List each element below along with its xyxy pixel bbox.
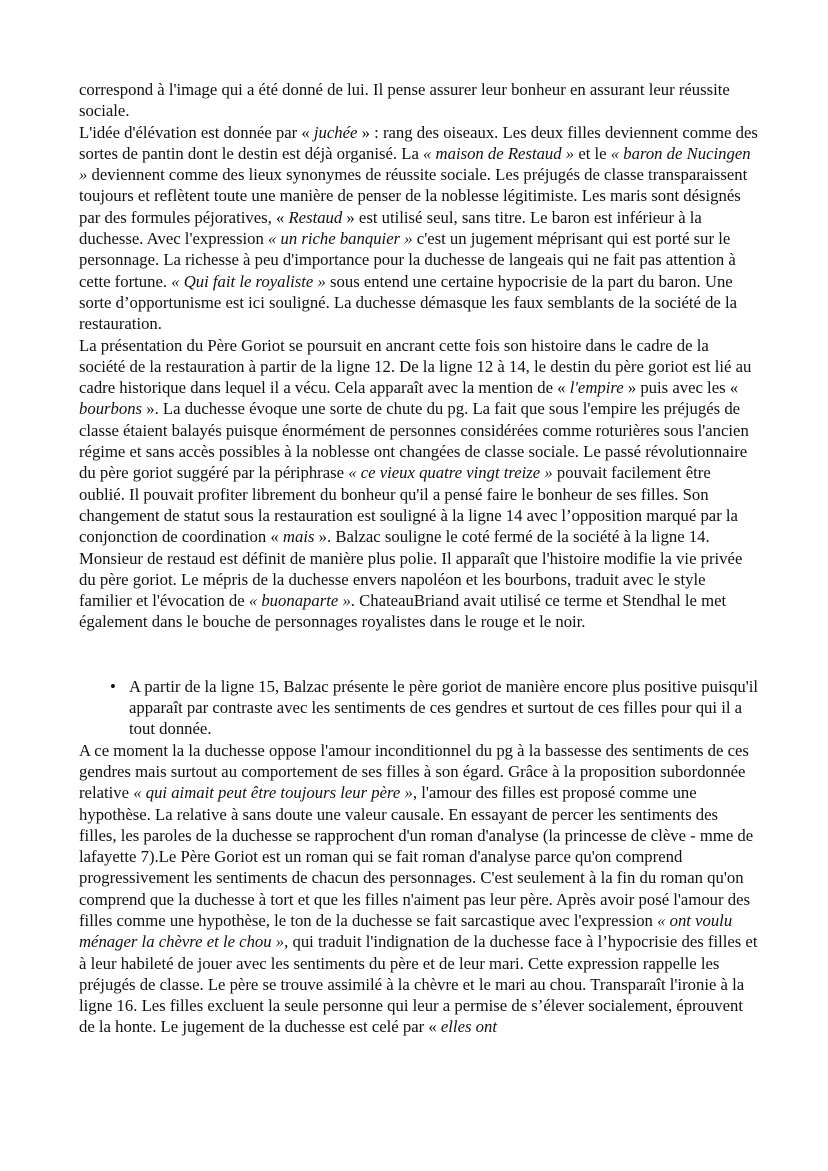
paragraph-spacer	[79, 633, 759, 676]
text-run: , l'amour des filles est proposé comme une hypothèse. La relative à sans doute une valeur causale. En essayant de percer les sentiments des filles, les paroles de la duchesse se rapprochent d'un roman d'analyse (la princesse de clève - mme de lafayette 7).Le Père Goriot est un roman qui se fait roman d'analyse parce qu'on comprend progressivement les sentiments de chacun des personnages. C'est seulement à la fin du roman qu'on comprend que la duchesse à tort et que les filles n'aiment pas leur père. Après avoir posé l'amour des filles comme une hypothèse, le ton de la duchesse se fait sarcastique avec l'expression	[79, 783, 754, 930]
italic-quote: « ce vieux quatre vingt treize »	[348, 463, 553, 483]
text-run: A ce moment la la duchesse oppose l'amour inconditionnel du pg à la bassesse des sentiments de ces gendres mais surtout au comportement de ses filles à son égard. Grâce à la proposition subordonnée relative	[79, 740, 749, 803]
text-run: ». La duchesse évoque une sorte de chute du pg. La fait que sous l'empire les préjugés de classe étaient balayés puisque énormément de personnes considérées comme roturières sous l'ancien régime et sans accès possibles à la noblesse ont changées de classe sociale. Le passé révolutionnaire du père goriot suggéré par la périphrase	[79, 399, 749, 483]
paragraph-1	[79, 79, 759, 122]
italic-quote: « baron de Nucingen »	[79, 143, 751, 185]
bullet-list-item	[79, 676, 759, 740]
italic-quote: Restaud	[288, 207, 343, 227]
text-run: , qui traduit l'indignation de la duchesse face à l’hypocrisie des filles et à leur habileté de jouer avec les sentiments du père et de leur mari. Cette expression rappelle les préjugés de classe. Le père se trouve assimilé à la chèvre et le mari au chou. Transparaît l'ironie à la ligne 16. Les filles excluent la seule personne qui leur a permise de s’élever socialement, éprouvent de la honte. Le jugement de la duchesse est celé par «	[79, 932, 758, 1037]
paragraph-4	[79, 740, 759, 1038]
italic-quote: bourbons	[79, 399, 143, 419]
text-run: correspond à l'image qui a été donné de lui. Il pense assurer leur bonheur en assurant leur réussite sociale.	[79, 80, 730, 121]
bullet-symbol: •	[110, 676, 116, 696]
bullet-text	[129, 676, 759, 740]
italic-quote: « un riche banquier »	[268, 229, 413, 249]
text-run: pouvait facilement être oublié. Il pouvait profiter librement du bonheur qu'il a pensé faire le bonheur de ses filles. Son changement de statut sous la restauration est souligné à la ligne 14 avec l’opposition marqué par la conjonction de coordination «	[79, 463, 738, 547]
text-run: » est utilisé seul, sans titre. Le baron est inférieur à la duchesse. Avec l'expression	[79, 207, 702, 249]
text-run: » : rang des oiseaux. Les deux filles deviennent comme des sortes de pantin dont le destin est déjà organisé. La	[79, 122, 758, 163]
paragraph-2	[79, 122, 759, 335]
italic-quote: « Qui fait le royaliste »	[171, 271, 326, 291]
text-run: » puis avec les «	[623, 378, 739, 398]
italic-quote: « buonaparte »	[248, 591, 351, 611]
italic-quote: elles ont	[440, 1017, 497, 1037]
italic-quote: « maison de Restaud »	[423, 143, 575, 163]
text-run: A partir de la ligne 15, Balzac présente le père goriot de manière encore plus positive puisqu'il apparaît par contraste avec les sentiments de ces gendres et surtout de ces filles pour qui il a tout donnée.	[129, 676, 759, 739]
italic-quote: l'empire	[569, 378, 624, 398]
document-page	[79, 79, 759, 1038]
paragraph-3	[79, 335, 759, 633]
text-run: L'idée d'élévation est donnée par «	[79, 122, 314, 142]
italic-quote: « ont voulu ménager la chèvre et le chou »	[79, 910, 733, 952]
italic-quote: juchée	[313, 122, 358, 142]
italic-quote: « qui aimait peut être toujours leur père »	[133, 783, 413, 803]
text-run: . ChateauBriand avait utilisé ce terme et Stendhal le met également dans le bouche de personnages royalistes dans le rouge et le noir.	[79, 591, 727, 632]
italic-quote: mais	[282, 527, 315, 547]
text-run: ». Balzac souligne le coté fermé de la société à la ligne 14. Monsieur de restaud est définit de manière plus polie. Il apparaît que l'histoire modifie la vie privée du père goriot. Le mépris de la duchesse envers napoléon et les bourbons, traduit avec le style familier et l'évocation de	[79, 527, 743, 611]
text-run: et le	[574, 143, 611, 163]
text-run: La présentation du Père Goriot se poursuit en ancrant cette fois son histoire dans le cadre de la société de la restauration à partir de la ligne 12. De la ligne 12 à 14, le destin du père goriot est lié au cadre historique dans lequel il a vécu. Cela apparaît avec la mention de «	[79, 335, 752, 398]
text-run: sous entend une certaine hypocrisie de la part du baron. Une sorte d’opportunisme est ici souligné. La duchesse démasque les faux semblants de la société de la restauration.	[79, 271, 738, 334]
text-run: c'est un jugement méprisant qui est porté sur le personnage. La richesse à peu d'importance pour la duchesse de langeais qui ne fait pas attention à cette fortune.	[79, 229, 736, 291]
text-run: deviennent comme des lieux synonymes de réussite sociale. Les préjugés de classe transparaissent toujours et reflètent toute une manière de penser de la noblesse légitimiste. Les maris sont désignés par des formules péjoratives, «	[79, 165, 748, 227]
